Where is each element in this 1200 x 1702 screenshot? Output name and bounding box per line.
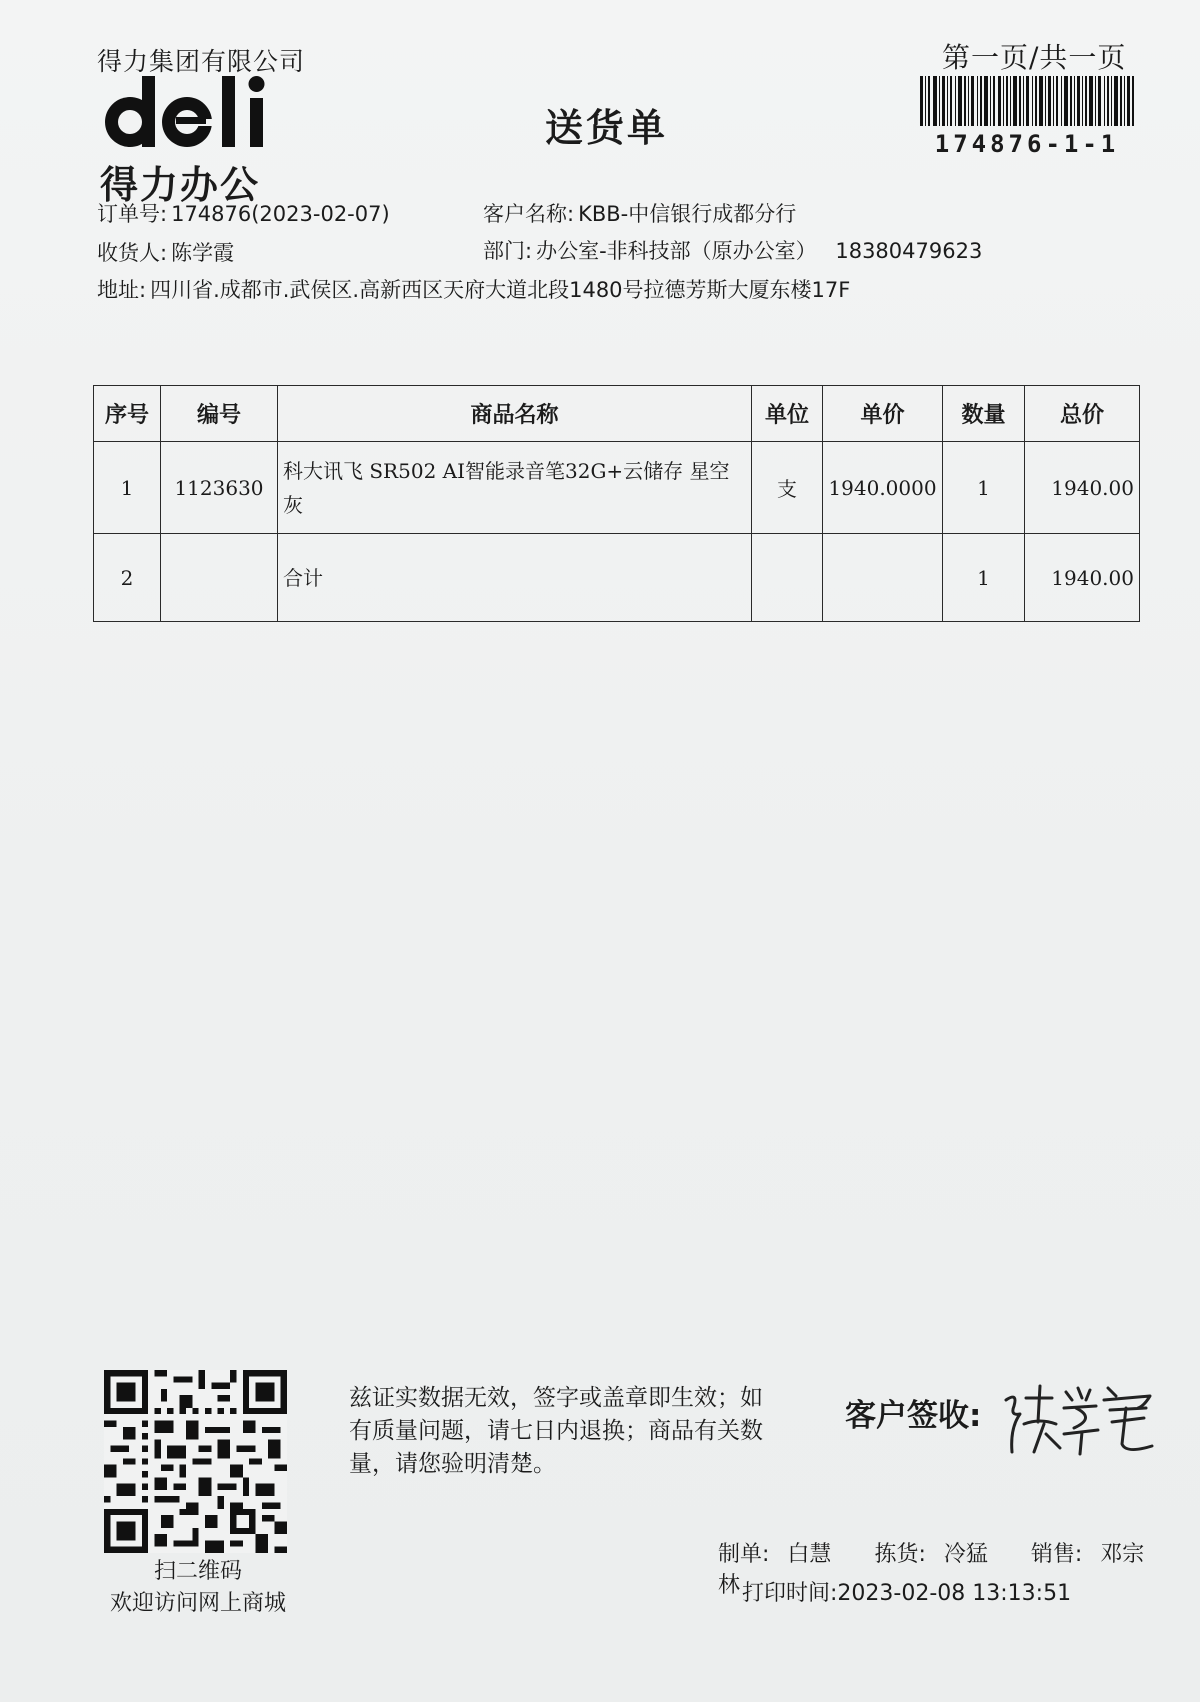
- notice-text: 兹证实数据无效，签字或盖章即生效；如有质量问题，请七日内退换；商品有关数量，请您验明清楚。: [349, 1385, 763, 1477]
- page-indicator: 第一页/共一页: [942, 41, 1127, 74]
- brand-chinese-name: 得力办公: [100, 163, 261, 207]
- order-number-label: 订单号:: [97, 202, 168, 226]
- cell-quantity: 1: [943, 442, 1025, 534]
- receiver: [97, 237, 234, 267]
- handwritten-signature: [1000, 1378, 1160, 1460]
- cell-quantity: 1: [943, 534, 1025, 622]
- cell-unit-price: [823, 534, 943, 622]
- department-label: 部门:: [483, 239, 533, 263]
- print-time-label: 打印时间:: [742, 1581, 838, 1606]
- department-value: 办公室-非科技部（原办公室）: [536, 239, 817, 263]
- table-header-row: [94, 386, 1140, 442]
- picker-label: 拣货:: [874, 1542, 926, 1567]
- col-header-quantity: 数量: [943, 386, 1025, 442]
- barcode: [920, 76, 1134, 126]
- phone-number: 18380479623: [835, 239, 983, 263]
- barcode-number: 174876-1-1: [934, 130, 1120, 158]
- picker-value: 冷猛: [943, 1542, 988, 1567]
- maker-label: 制单:: [718, 1542, 770, 1567]
- cell-unit: [752, 534, 823, 622]
- cell-total: 1940.00: [1025, 442, 1140, 534]
- qr-caption: [92, 1556, 304, 1620]
- table-row: [94, 534, 1140, 622]
- items-table: [93, 385, 1140, 622]
- col-header-index: 序号: [94, 386, 161, 442]
- cell-code: 1123630: [161, 442, 278, 534]
- customer-name-value: KBB-中信银行成都分行: [578, 202, 797, 226]
- cell-index: 2: [94, 534, 161, 622]
- receiver-value: 陈学霞: [171, 241, 235, 265]
- cell-code: [161, 534, 278, 622]
- address-label: 地址:: [97, 278, 147, 302]
- col-header-product-name: 商品名称: [278, 386, 752, 442]
- sales-label: 销售:: [1030, 1542, 1083, 1567]
- col-header-total: 总价: [1025, 386, 1140, 442]
- department: [483, 235, 982, 265]
- receiver-label: 收货人:: [97, 241, 168, 265]
- table-row: [94, 442, 1140, 534]
- deli-logo: [100, 72, 300, 154]
- print-time: [742, 1576, 1071, 1607]
- print-time-value: 2023-02-08 13:13:51: [837, 1581, 1072, 1606]
- qr-caption-line-2: 欢迎访问网上商城: [109, 1591, 286, 1616]
- order-number: [97, 198, 390, 228]
- cell-total: 1940.00: [1025, 534, 1140, 622]
- cell-index: 1: [94, 442, 161, 534]
- cell-unit-price: 1940.0000: [823, 442, 943, 534]
- customer-signature-label: 客户签收:: [845, 1398, 982, 1434]
- address: [97, 274, 850, 304]
- qr-code: [104, 1370, 287, 1553]
- order-number-value: 174876(2023-02-07): [171, 202, 390, 226]
- qr-caption-line-1: 扫二维码: [153, 1559, 242, 1584]
- customer-name-label: 客户名称:: [483, 202, 575, 226]
- customer-name: [483, 198, 796, 228]
- company-name: 得力集团有限公司: [97, 47, 306, 76]
- cell-unit: 支: [752, 442, 823, 534]
- sales-value: 邓宗林: [718, 1542, 1145, 1598]
- col-header-unit-price: 单价: [823, 386, 943, 442]
- maker-value: 白慧: [787, 1542, 832, 1567]
- col-header-unit: 单位: [752, 386, 823, 442]
- col-header-code: 编号: [161, 386, 278, 442]
- cell-product-name: 合计: [278, 534, 752, 622]
- cell-product-name: 科大讯飞 SR502 AI智能录音笔32G+云储存 星空灰: [278, 442, 752, 534]
- address-value: 四川省.成都市.武侯区.高新西区天府大道北段1480号拉德芳斯大厦东楼17F: [150, 278, 851, 302]
- document-title: 送货单: [545, 106, 669, 150]
